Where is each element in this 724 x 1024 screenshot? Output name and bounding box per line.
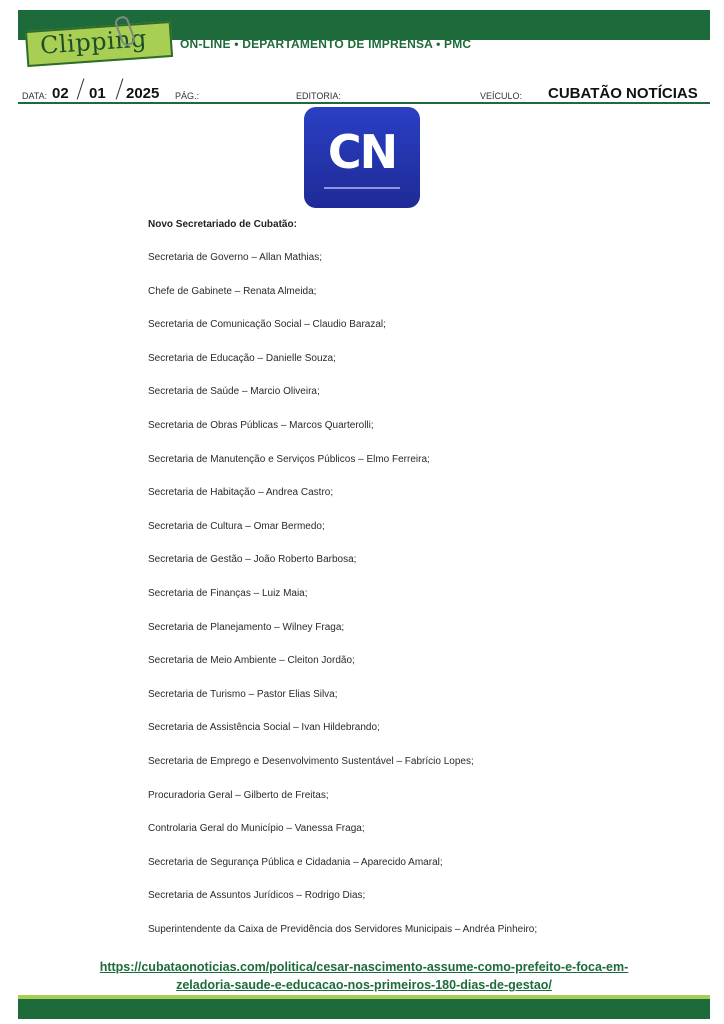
date-separator (116, 78, 124, 99)
cubatao-noticias-logo (304, 107, 420, 208)
logo-tagline-bar (324, 187, 400, 189)
list-item: Procuradoria Geral – Gilberto de Freitas; (148, 790, 329, 801)
list-item: Secretaria de Gestão – João Roberto Barbosa; (148, 554, 357, 565)
veiculo-label: VEÍCULO: (480, 91, 523, 101)
veiculo-value: CUBATÃO NOTÍCIAS (548, 85, 698, 102)
date-month: 01 (89, 85, 106, 102)
date-day: 02 (52, 85, 69, 102)
list-item: Secretaria de Emprego e Desenvolvimento Sustentável – Fabrício Lopes; (148, 756, 474, 767)
article-title: Novo Secretariado de Cubatão: (148, 219, 297, 230)
source-link-line-2[interactable]: zeladoria-saude-e-educacao-nos-primeiros-180-dias-de-gestao/ (176, 978, 552, 992)
list-item: Secretaria de Manutenção e Serviços Públicos – Elmo Ferreira; (148, 454, 430, 465)
list-item: Secretaria de Cultura – Omar Bermedo; (148, 521, 325, 532)
source-link[interactable] (18, 958, 710, 994)
list-item: Secretaria de Comunicação Social – Claudio Barazal; (148, 319, 386, 330)
list-item: Secretaria de Governo – Allan Mathias; (148, 252, 322, 263)
date-label: DATA: (22, 91, 48, 101)
list-item: Secretaria de Obras Públicas – Marcos Quarterolli; (148, 420, 374, 431)
source-link-line-1[interactable]: https://cubataonoticias.com/politica/cesar-nascimento-assume-como-prefeito-e-foca-em- (99, 960, 629, 974)
list-item: Superintendente da Caixa de Previdência dos Servidores Municipais – Andréa Pinheiro; (148, 924, 538, 935)
list-item: Secretaria de Turismo – Pastor Elias Silva; (148, 689, 338, 700)
date-year: 2025 (126, 85, 160, 102)
header-subtitle: ON-LINE • DEPARTAMENTO DE IMPRENSA • PMC (180, 37, 472, 51)
list-item: Secretaria de Planejamento – Wilney Fraga; (148, 622, 345, 633)
list-item: Secretaria de Saúde – Marcio Oliveira; (148, 386, 320, 397)
date-separator (77, 78, 85, 99)
clipping-badge (26, 22, 176, 66)
list-item: Secretaria de Educação – Danielle Souza; (148, 353, 336, 364)
clipping-badge-label: Clipping (39, 24, 148, 60)
info-divider (18, 102, 710, 104)
list-item: Secretaria de Finanças – Luiz Maia; (148, 588, 308, 599)
list-item: Chefe de Gabinete – Renata Almeida; (148, 286, 317, 297)
page-label: PÁG.: (175, 91, 200, 101)
article-body (132, 208, 576, 943)
list-item: Secretaria de Meio Ambiente – Cleiton Jordão; (148, 655, 355, 666)
list-item: Secretaria de Habitação – Andrea Castro; (148, 487, 334, 498)
info-row (18, 80, 710, 104)
logo-text: CN (327, 125, 397, 179)
footer-band (18, 999, 710, 1019)
editoria-label: EDITORIA: (296, 91, 341, 101)
list-item: Controlaria Geral do Município – Vanessa Fraga; (148, 823, 365, 834)
list-item: Secretaria de Segurança Pública e Cidadania – Aparecido Amaral; (148, 857, 443, 868)
list-item: Secretaria de Assistência Social – Ivan Hildebrando; (148, 722, 380, 733)
list-item: Secretaria de Assuntos Jurídicos – Rodrigo Dias; (148, 890, 366, 901)
